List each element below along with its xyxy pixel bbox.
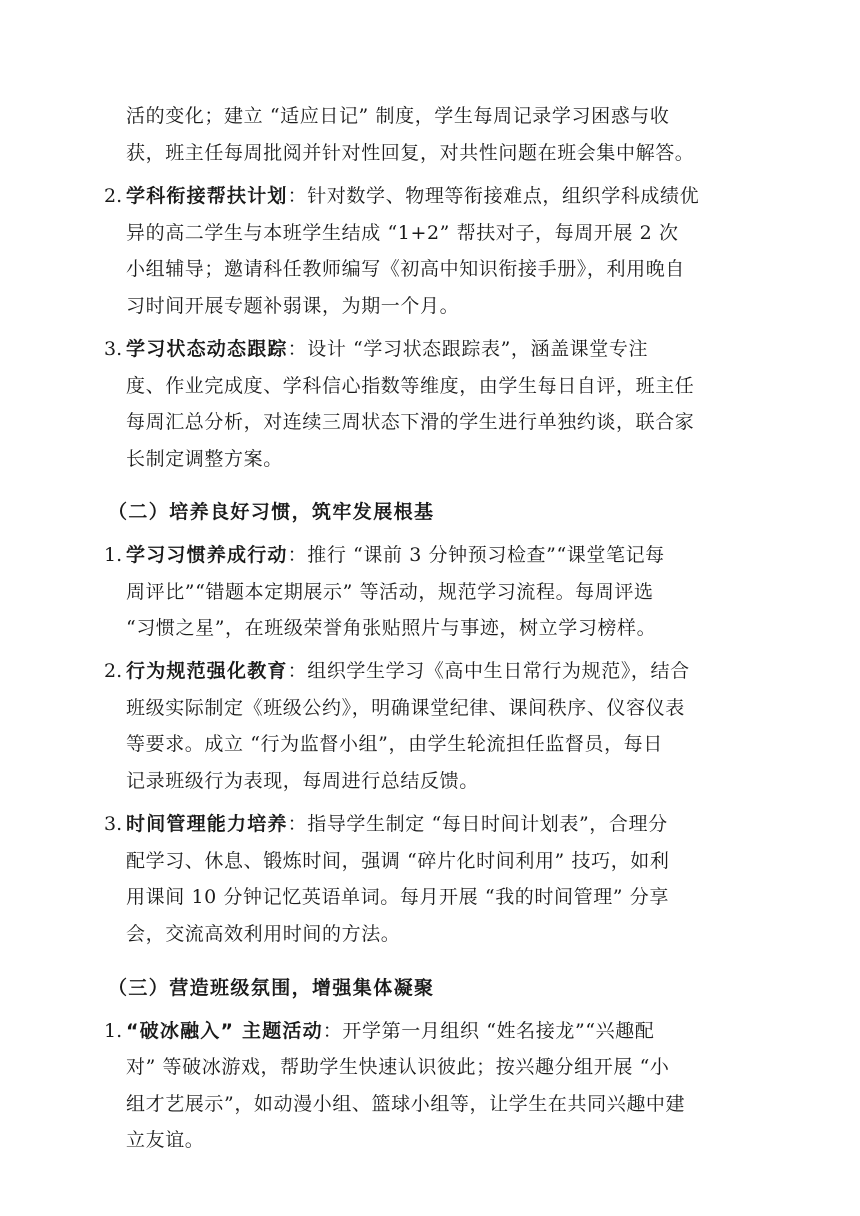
list-number: 2. [104,660,123,682]
paragraph-line: 对” 等破冰游戏，帮助学生快速认识彼此；按兴趣分组开展 “小 [126,1056,670,1078]
list-item-first-line [126,542,665,568]
title-separator: ： [322,1020,343,1042]
list-item-first-line [126,658,690,684]
list-item-text: 开学第一月组织 “姓名接龙”“兴趣配 [342,1020,655,1042]
list-item-text: 组织学生学习《高中生日常行为规范》，结合 [307,660,690,682]
list-item-title: 学科衔接帮扶计划 [126,185,288,207]
section-heading: （二）培养良好习惯，筑牢发展根基 [108,501,435,523]
paragraph-line: 等要求。成立 “行为监督小组”，由学生轮流担任监督员，每日 [126,733,663,755]
list-item-title: 时间管理能力培养 [126,813,288,835]
list-item-text: 针对数学、物理等衔接难点，组织学科成绩优 [307,185,700,207]
paragraph-line: 长制定调整方案。 [126,448,283,470]
title-separator: ： [287,544,308,566]
paragraph-line: 度、作业完成度、学科信心指数等维度，由学生每日自评，班主任 [126,375,695,397]
paragraph-line: 小组辅导；邀请科任教师编写《初高中知识衔接手册》，利用晚自 [126,258,685,280]
paragraph-line: 班级实际制定《班级公约》，明确课堂纪律、课间秩序、仪容仪表 [126,697,685,719]
title-separator: ： [287,660,308,682]
paragraph-line: 记录班级行为表现，每周进行总结反馈。 [126,770,479,792]
list-number: 3. [104,813,123,835]
title-separator: ： [287,185,308,207]
list-item-text: 指导学生制定 “每日时间计划表”，合理分 [307,813,668,835]
list-item-title: 学习习惯养成行动 [126,544,288,566]
paragraph-line: 周评比”“错题本定期展示” 等活动，规范学习流程。每周评选 [126,581,654,603]
paragraph-line: 异的高二学生与本班学生结成 “1+2” 帮扶对子，每周开展 2 次 [126,222,679,244]
paragraph-line: 会，交流高效利用时间的方法。 [126,923,401,945]
paragraph-line: “习惯之星”，在班级荣誉角张贴照片与事迹，树立学习榜样。 [126,617,657,639]
title-separator: ： [287,338,308,360]
paragraph-line: 习时间开展专题补弱课，为期一个月。 [126,295,460,317]
list-number: 1. [104,1020,123,1042]
paragraph-line: 获，班主任每周批阅并针对性回复，对共性问题在班会集中解答。 [126,142,695,164]
paragraph-line: 立友谊。 [126,1129,205,1151]
list-item-first-line [126,336,648,362]
list-item-first-line [126,811,668,837]
list-number: 1. [104,544,123,566]
list-item-text: 设计 “学习状态跟踪表”，涵盖课堂专注 [307,338,649,360]
paragraph-line: 每周汇总分析，对连续三周状态下滑的学生进行单独约谈，联合家 [126,411,695,433]
list-item-first-line [126,183,699,209]
list-item-first-line [126,1018,654,1044]
list-number: 2. [104,185,123,207]
list-item-title: 学习状态动态跟踪 [126,338,288,360]
paragraph-line: 配学习、休息、锻炼时间，强调 “碎片化时间利用” 技巧，如利 [126,850,670,872]
paragraph-line: 活的变化；建立 “适应日记” 制度，学生每周记录学习困惑与收 [126,105,670,127]
list-item-title: “破冰融入” 主题活动 [126,1020,323,1042]
section-heading: （三）营造班级氛围，增强集体凝聚 [108,977,435,999]
list-number: 3. [104,338,123,360]
list-item-text: 推行 “课前 3 分钟预习检查”“课堂笔记每 [307,544,665,566]
title-separator: ： [287,813,308,835]
list-item-title: 行为规范强化教育 [126,660,288,682]
paragraph-line: 组才艺展示”，如动漫小组、篮球小组等，让学生在共同兴趣中建 [126,1093,686,1115]
paragraph-line: 用课间 10 分钟记忆英语单词。每月开展 “我的时间管理” 分享 [126,886,669,908]
